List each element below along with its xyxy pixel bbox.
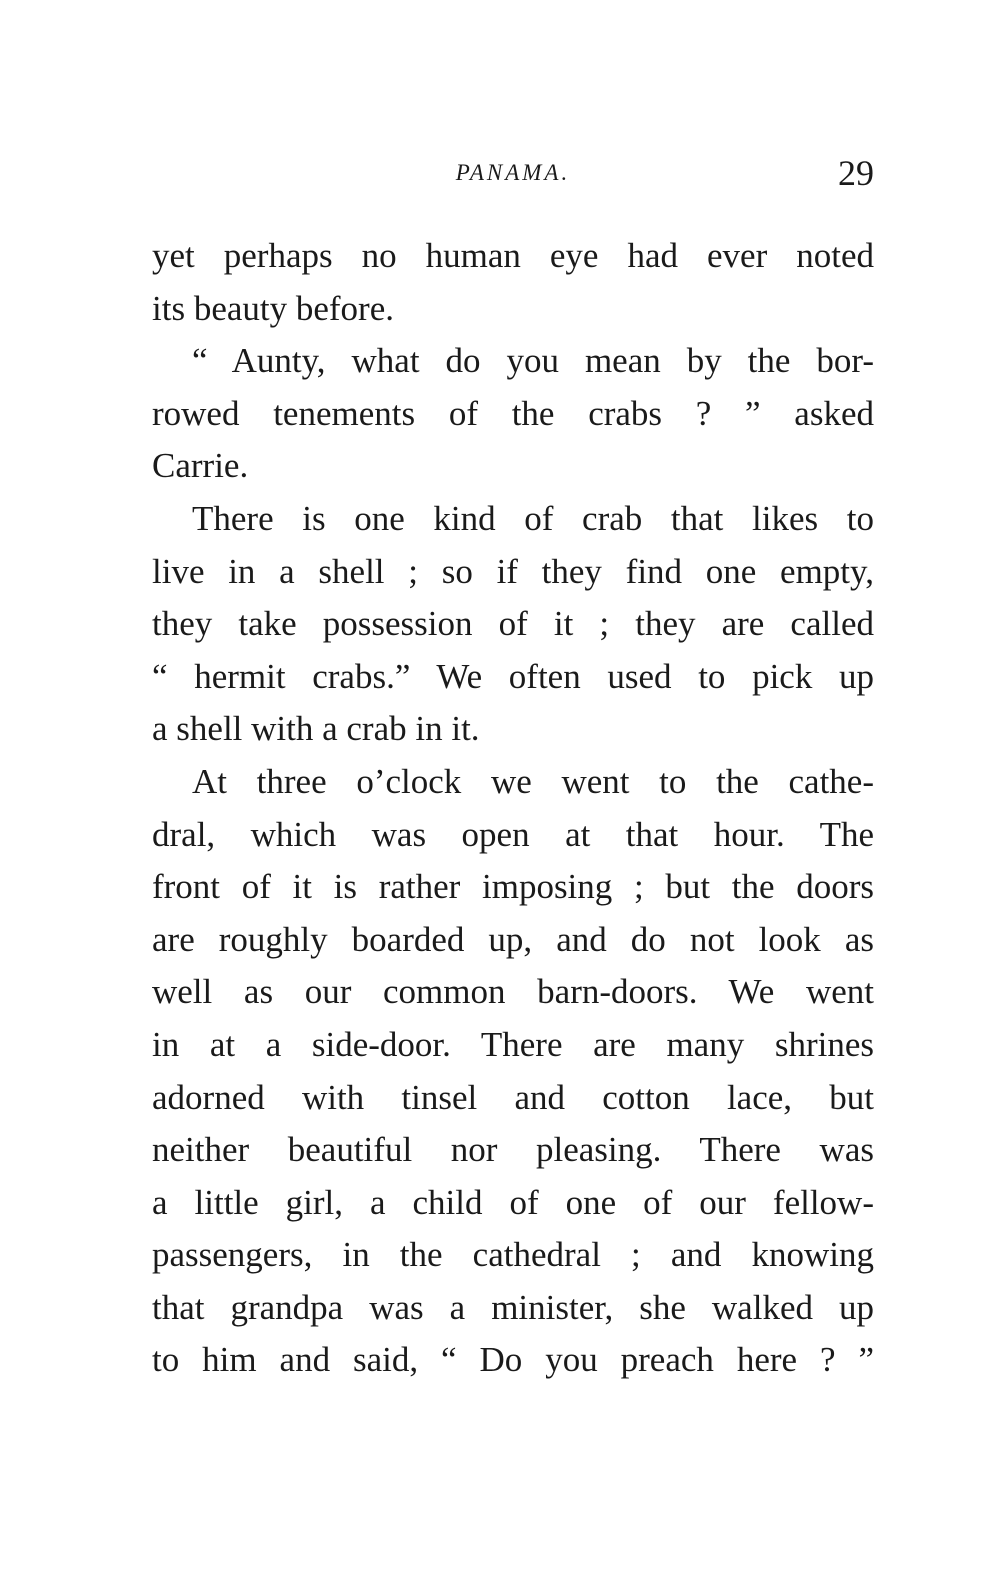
- text-line: There is one kind of crab that likes to: [192, 498, 874, 538]
- text-line: neither beautiful nor pleasing. There was: [152, 1130, 874, 1170]
- text-line: “ Aunty, what do you mean by the bor-: [192, 341, 874, 381]
- text-line: well as our common barn-doors. We went: [152, 972, 874, 1012]
- text-line: its beauty before.: [152, 288, 394, 328]
- text-line: they take possession of it ; they are called: [152, 604, 874, 644]
- text-line: Carrie.: [152, 446, 249, 486]
- body-text: [152, 230, 874, 1387]
- page-header: [152, 152, 874, 202]
- text-line: adorned with tinsel and cotton lace, but: [152, 1077, 874, 1117]
- text-line: in at a side-door. There are many shrines: [152, 1024, 874, 1064]
- text-line: “ hermit crabs.” We often used to pick up: [152, 656, 874, 696]
- text-line: front of it is rather imposing ; but the doors: [152, 867, 874, 907]
- text-line: live in a shell ; so if they find one empty,: [152, 551, 874, 591]
- running-head: PANAMA.: [455, 160, 571, 185]
- text-line: rowed tenements of the crabs ? ” asked: [152, 393, 874, 433]
- text-line: a little girl, a child of one of our fellow-: [152, 1182, 874, 1222]
- text-line: At three o’clock we went to the cathe-: [192, 761, 874, 801]
- text-line: yet perhaps no human eye had ever noted: [152, 236, 874, 275]
- page-number: 29: [838, 153, 874, 193]
- text-line: dral, which was open at that hour. The: [152, 814, 874, 854]
- text-line: are roughly boarded up, and do not look as: [152, 919, 874, 959]
- text-line: passengers, in the cathedral ; and knowing: [152, 1235, 874, 1275]
- text-line: a shell with a crab in it.: [152, 709, 480, 749]
- text-line: that grandpa was a minister, she walked up: [152, 1287, 874, 1327]
- text-line: to him and said, “ Do you preach here ? ”: [152, 1340, 874, 1380]
